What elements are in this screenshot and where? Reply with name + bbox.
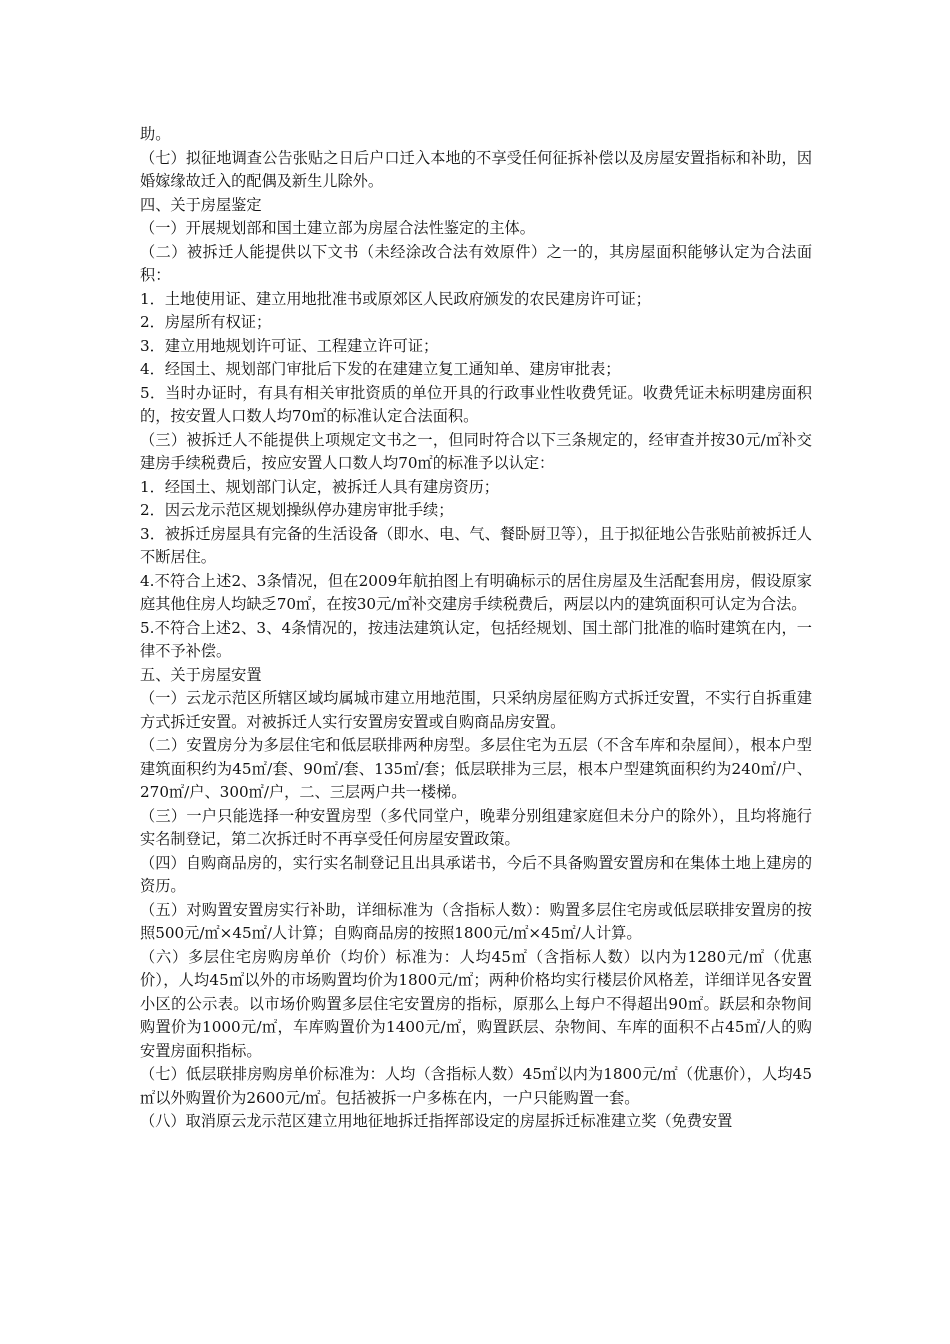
paragraph-resettlement-clause-2: （二）安置房分为多层住宅和低层联排两种房型。多层住宅为五层（不含车库和杂屋间），根本户型建筑面积约为45㎡/套、90㎡/套、135㎡/套；低层联排为三层，根本户型建筑面积约为240㎡/户、270㎡/户、300㎡/户，二、三层两户共一楼梯。 [140,736,812,801]
list-item-document-3: 3．建立用地规划许可证、工程建立许可证； [140,336,439,355]
paragraph-appraisal-clause-2: （二）被拆迁人能提供以下文书（未经涂改合法有效原件）之一的，其房屋面积能够认定为合法面积： [140,242,812,284]
section-heading-house-resettlement: 五、关于房屋安置 [140,665,262,684]
list-item-condition-4: 4.不符合上述2、3条情况，但在2009年航拍图上有明确标示的居住房屋及生活配套用房，假设原家庭其他住房人均缺乏70㎡，在按30元/㎡补交建房手续税费后，两层以内的建筑面积可认定为合法。 [140,571,812,613]
list-item-condition-3: 3．被拆迁房屋具有完备的生活设备（即水、电、气、餐卧厨卫等），且于拟征地公告张贴前被拆迁人不断居住。 [140,524,812,566]
paragraph-resettlement-clause-1: （一）云龙示范区所辖区域均属城市建立用地范围，只采纳房屋征购方式拆迁安置，不实行自拆重建方式拆迁安置。对被拆迁人实行安置房安置或自购商品房安置。 [140,689,812,731]
list-item-document-2: 2．房屋所有权证； [140,313,272,331]
paragraph-appraisal-clause-3: （三）被拆迁人不能提供上项规定文书之一，但同时符合以下三条规定的，经审查并按30元/㎡补交建房手续税费后，按应安置人口数人均70㎡的标准予以认定： [140,430,812,472]
paragraph-resettlement-clause-8: （八）取消原云龙示范区建立用地征地拆迁指挥部设定的房屋拆迁标准建立奖（免费安置 [140,1112,733,1130]
list-item-condition-5: 5.不符合上述2、3、4条情况的，按违法建筑认定，包括经规划、国土部门批准的临时建筑在内，一律不予补偿。 [140,618,812,660]
paragraph-resettlement-clause-7: （七）低层联排房购房单价标准为：人均（含指标人数）45㎡以内为1800元/㎡（优惠价），人均45㎡以外购置价为2600元/㎡。包括被拆一户多栋在内，一户只能购置一套。 [140,1065,812,1107]
paragraph-appraisal-clause-1: （一）开展规划部和国土建立部为房屋合法性鉴定的主体。 [140,219,535,237]
paragraph-continuation: 助。 [140,125,171,143]
list-item-condition-1: 1．经国土、规划部门认定，被拆迁人具有建房资历； [140,477,499,496]
document-page [140,123,812,1134]
paragraph-resettlement-clause-6: （六）多层住宅房购房单价（均价）标准为：人均45㎡（含指标人数）以内为1280元/㎡（优惠价），人均45㎡以外的市场购置均价为1800元/㎡；两种价格均实行楼层价风格差，详细详见各安置小区的公示表。以市场价购置多层住宅安置房的指标，原那么上每户不得超出90㎡。跃层和杂物间购置价为1000元/㎡，车库购置价为1400元/㎡，购置跃层、杂物间、车库的面积不占45㎡/人的购安置房面积指标。 [140,947,812,1060]
paragraph-clause-7-migration: （七）拟征地调查公告张贴之日后户口迁入本地的不享受任何征拆补偿以及房屋安置指标和补助，因婚嫁缘故迁入的配偶及新生儿除外。 [140,148,812,190]
list-item-document-1: 1．土地使用证、建立用地批准书或原郊区人民政府颁发的农民建房许可证； [140,289,651,308]
list-item-document-4: 4．经国土、规划部门审批后下发的在建建立复工通知单、建房审批表； [140,360,621,378]
paragraph-resettlement-clause-4: （四）自购商品房的，实行实名制登记且出具承诺书，今后不具备购置安置房和在集体土地上建房的资历。 [140,853,812,895]
paragraph-resettlement-clause-3: （三）一户只能选择一种安置房型（多代同堂户，晚辈分别组建家庭但未分户的除外），且均将施行实名制登记，第二次拆迁时不再享受任何房屋安置政策。 [140,806,812,848]
paragraph-resettlement-clause-5: （五）对购置安置房实行补助，详细标准为（含指标人数）：购置多层住宅房或低层联排安置房的按照500元/㎡×45㎡/人计算；自购商品房的按照1800元/㎡×45㎡/人计算。 [140,900,812,942]
list-item-condition-2: 2．因云龙示范区规划操纵停办建房审批手续； [140,501,454,519]
section-heading-house-appraisal: 四、关于房屋鉴定 [140,195,262,214]
list-item-document-5: 5．当时办证时，有具有相关审批资质的单位开具的行政事业性收费凭证。收费凭证未标明建房面积的，按安置人口数人均70㎡的标准认定合法面积。 [140,383,812,425]
